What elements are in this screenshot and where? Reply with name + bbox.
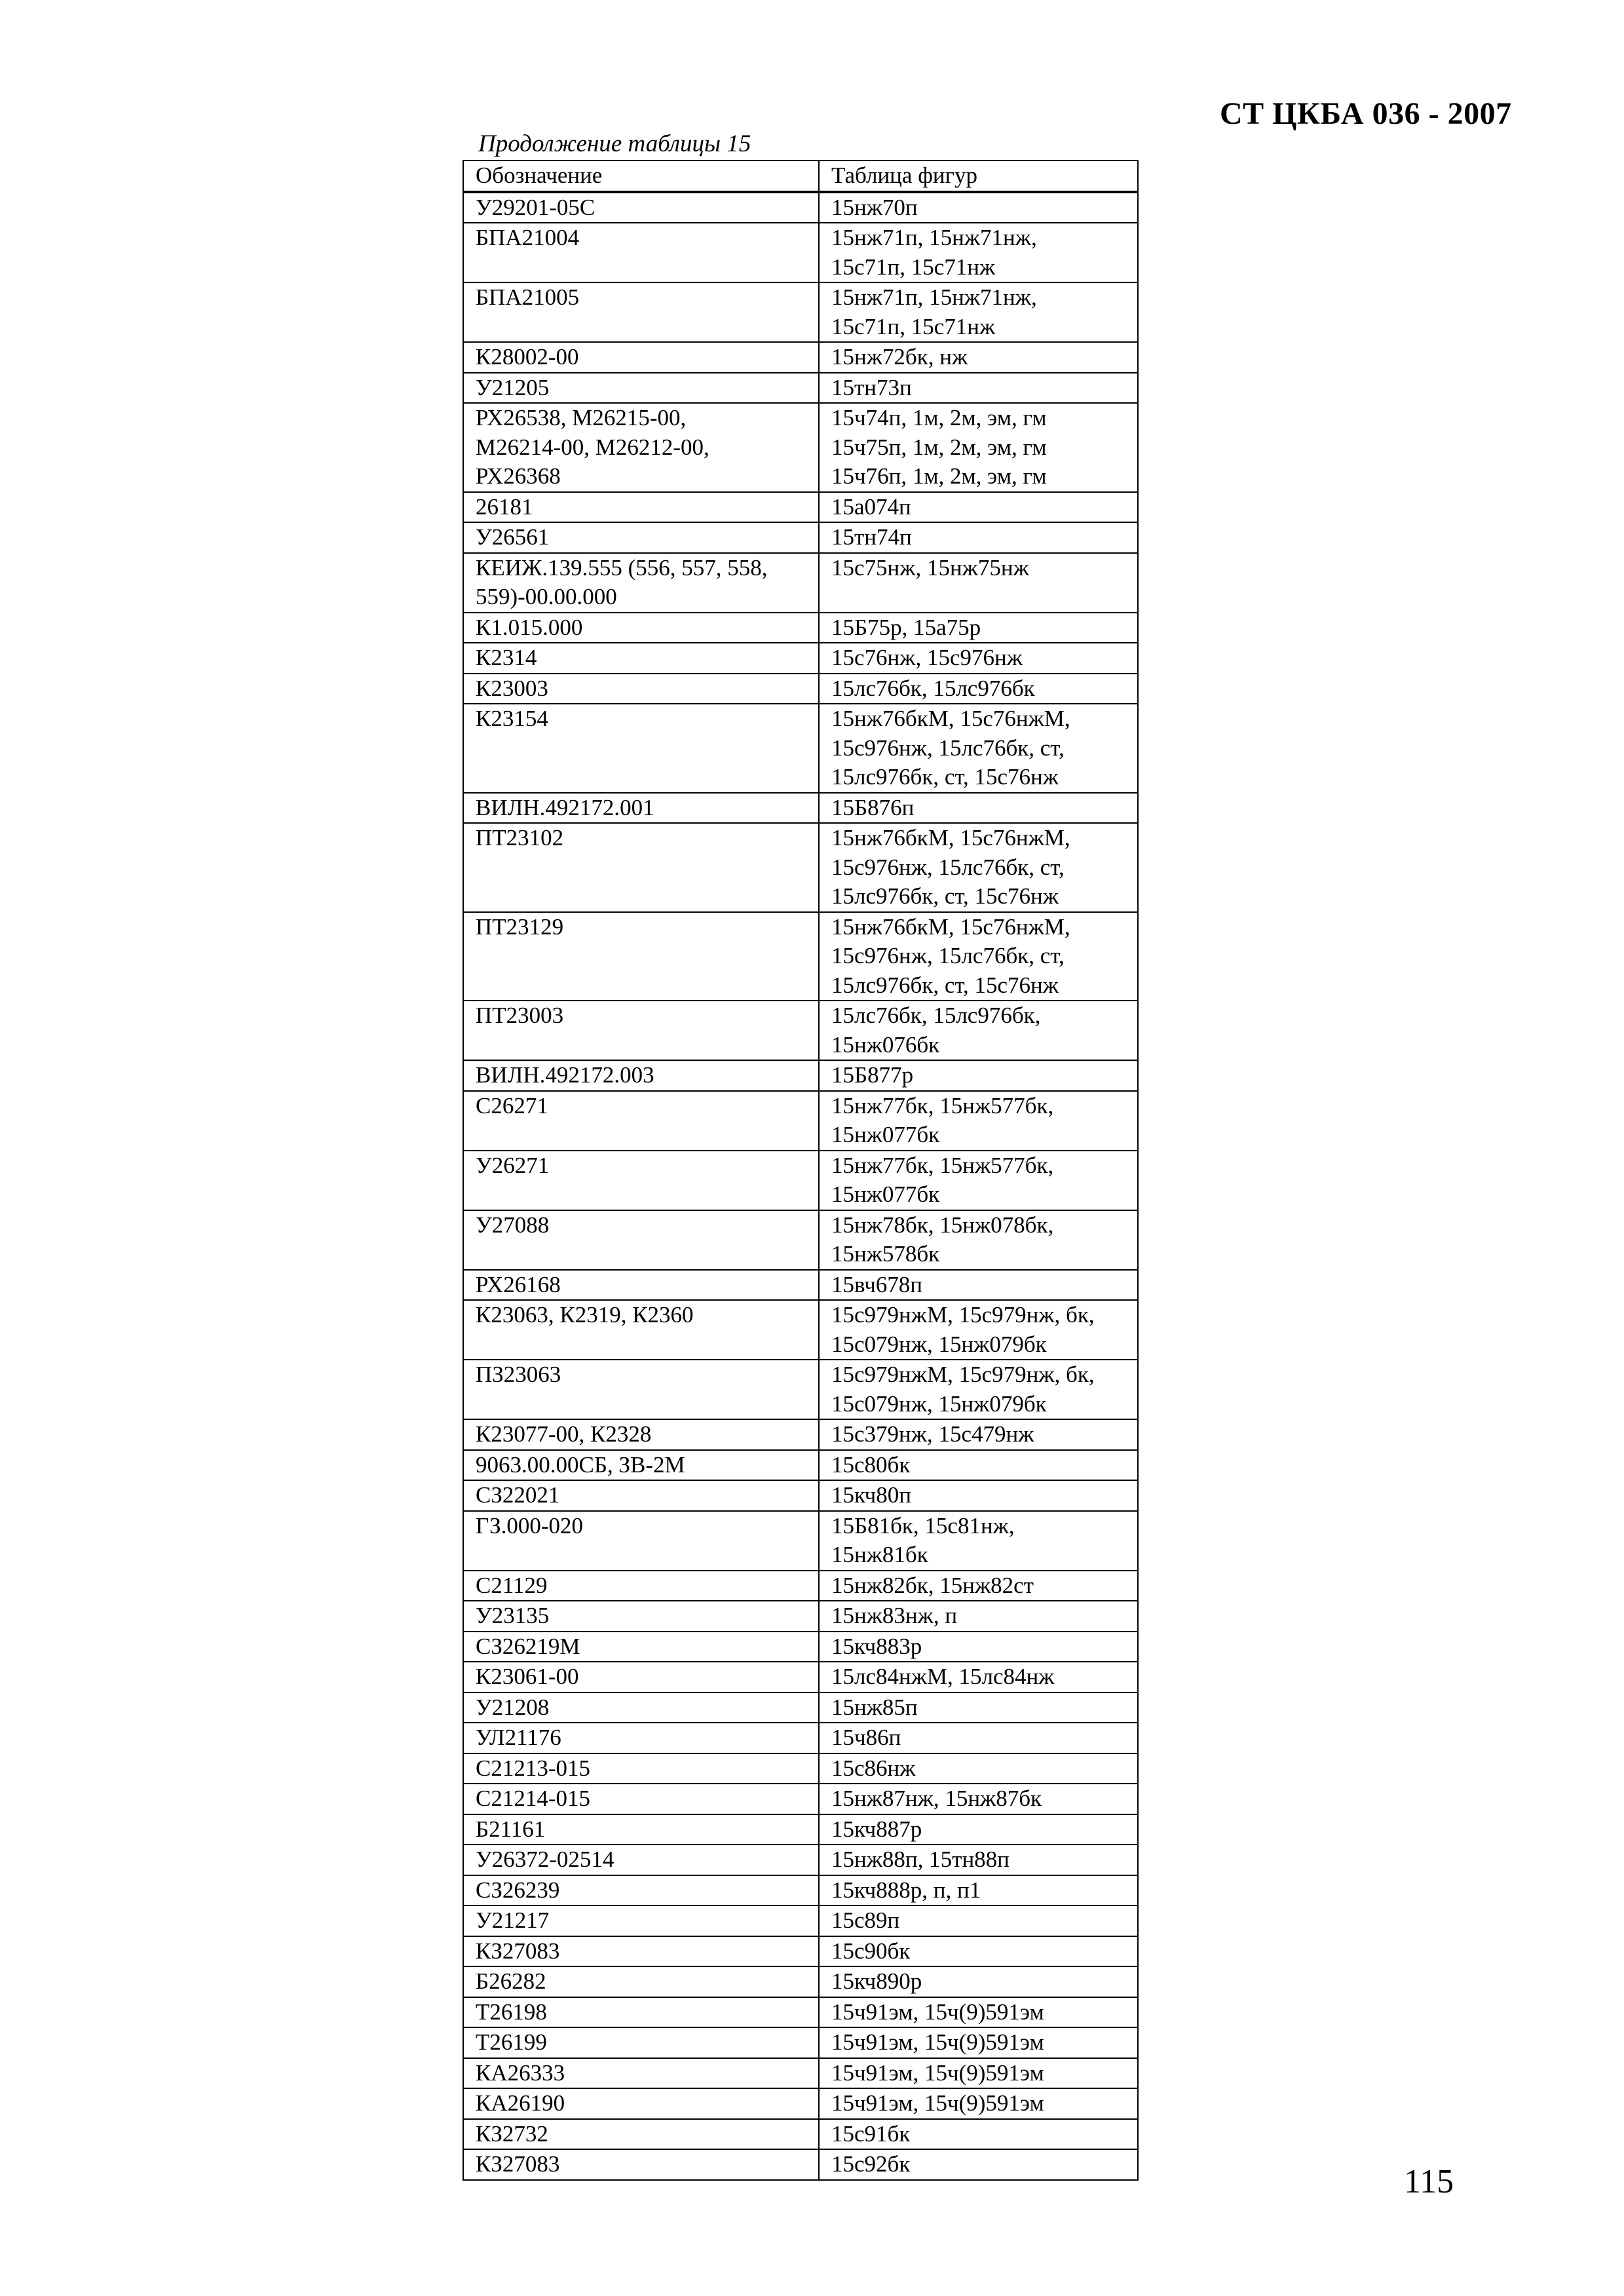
table-row [463, 403, 1138, 492]
figure-codes-text: 15нж83нж, п [831, 1603, 958, 1628]
designation-cell [463, 553, 819, 613]
table-row [463, 553, 1138, 613]
figure-table-cell [819, 2149, 1138, 2180]
figure-table-cell [819, 2088, 1138, 2119]
table-row [463, 1966, 1138, 1997]
table-row [463, 1210, 1138, 1270]
table-row [463, 1450, 1138, 1481]
designation-cell [463, 1480, 819, 1511]
figure-table-cell [819, 342, 1138, 373]
table-row [463, 1151, 1138, 1210]
figure-codes-text: 15кч887р [831, 1816, 922, 1842]
designation-cell [463, 1210, 819, 1270]
designation-text: У23135 [476, 1603, 550, 1628]
designation-cell [463, 1360, 819, 1419]
designation-cell [463, 223, 819, 282]
designation-cell [463, 674, 819, 704]
figure-table-cell [819, 1723, 1138, 1753]
designation-cell [463, 342, 819, 373]
designation-cell [463, 704, 819, 793]
figure-codes-text: 15нж76бкМ, 15с76нжМ, 15с976нж, 15лс76бк, ст, 15лс976бк, ст, 15с76нж [831, 913, 1070, 998]
table-row [463, 1270, 1138, 1301]
designation-text: ПЗ23063 [476, 1362, 561, 1387]
figure-codes-text: 15с90бк [831, 1938, 911, 1964]
table-body [463, 192, 1138, 2180]
figure-codes-text: 15Б75р, 15а75р [831, 614, 981, 640]
figure-codes-text: 15ч91эм, 15ч(9)591эм [831, 2029, 1044, 2055]
table-row [463, 1060, 1138, 1091]
table-row [463, 1419, 1138, 1450]
figure-table-cell [819, 1753, 1138, 1784]
figure-codes-text: 15нж76бкМ, 15с76нжМ, 15с976нж, 15лс76бк, ст, 15лс976бк, ст, 15с76нж [831, 706, 1070, 790]
table-row [463, 1300, 1138, 1360]
figure-table-cell [819, 1693, 1138, 1723]
designation-cell [463, 1997, 819, 2028]
figure-codes-text: 15ч86п [831, 1725, 901, 1750]
table-row [463, 1814, 1138, 1845]
designation-text: ПТ23129 [476, 913, 564, 940]
designation-text: Т26198 [476, 1999, 547, 2025]
designation-text: Б26282 [476, 1968, 546, 1994]
figure-table-cell [819, 704, 1138, 793]
designation-text: К28002-00 [476, 344, 579, 370]
table-row [463, 1875, 1138, 1906]
figure-table-cell [819, 1601, 1138, 1632]
designation-text: СЗ26239 [476, 1877, 560, 1903]
designation-text: К1.015.000 [476, 614, 583, 640]
designation-cell [463, 1905, 819, 1936]
designation-cell [463, 1001, 819, 1060]
designation-cell [463, 1875, 819, 1906]
figure-codes-text: 15с76нж, 15с976нж [831, 645, 1023, 670]
table-row [463, 1632, 1138, 1662]
figure-codes-text: 15нж78бк, 15нж078бк, 15нж578бк [831, 1212, 1054, 1267]
figure-codes-text: 15нж77бк, 15нж577бк, 15нж077бк [831, 1092, 1054, 1147]
figure-codes-text: 15а074п [831, 493, 911, 520]
figure-table-cell [819, 793, 1138, 824]
designation-text: С26271 [476, 1092, 548, 1119]
figure-table-cell [819, 1511, 1138, 1571]
table-row [463, 2088, 1138, 2119]
table-row [463, 823, 1138, 912]
document-code: СТ ЦКБА 036 - 2007 [1220, 96, 1512, 131]
figure-codes-text: 15нж71п, 15нж71нж, 15с71п, 15с71нж [831, 284, 1037, 339]
figure-table-cell [819, 2058, 1138, 2089]
figure-codes-text: 15кч890р [831, 1968, 922, 1994]
table-row [463, 674, 1138, 704]
designation-cell [463, 1450, 819, 1481]
page-number: 115 [1404, 2163, 1454, 2200]
figure-table-cell [819, 1450, 1138, 1481]
figure-table-cell [819, 403, 1138, 492]
designation-text: ВИЛН.492172.001 [476, 794, 654, 820]
designation-text: К2314 [476, 645, 537, 670]
designation-cell [463, 1753, 819, 1784]
table-row [463, 912, 1138, 1001]
figure-codes-text: 15лс76бк, 15лс976бк [831, 675, 1035, 701]
table-row [463, 1360, 1138, 1419]
designation-text: К23003 [476, 675, 548, 701]
figure-table-cell [819, 1814, 1138, 1845]
figure-codes-text: 15нж88п, 15тн88п [831, 1846, 1010, 1872]
figure-table-cell [819, 1300, 1138, 1360]
designation-cell [463, 1662, 819, 1693]
designation-text: КЕИЖ.139.555 (556, 557, 558, 559)-00.00.000 [476, 554, 768, 609]
designation-cell [463, 1632, 819, 1662]
designation-cell [463, 1845, 819, 1875]
designation-text: КА26190 [476, 2090, 565, 2116]
figure-table-cell [819, 1270, 1138, 1301]
designation-cell [463, 1419, 819, 1450]
table-row [463, 1936, 1138, 1967]
figure-table-cell [819, 192, 1138, 223]
designation-cell [463, 1511, 819, 1571]
figure-table-cell [819, 553, 1138, 613]
figure-codes-text: 15с91бк [831, 2120, 911, 2147]
table-row [463, 1511, 1138, 1571]
table-row [463, 1693, 1138, 1723]
figure-table-cell [819, 912, 1138, 1001]
figures-table [463, 160, 1139, 2181]
table-row [463, 1753, 1138, 1784]
designation-cell [463, 1966, 819, 1997]
designation-text: К23154 [476, 706, 548, 731]
designation-cell [463, 1300, 819, 1360]
designation-text: У29201-05С [476, 194, 595, 220]
table-row [463, 1601, 1138, 1632]
designation-text: БПА21005 [476, 284, 580, 310]
designation-cell [463, 613, 819, 643]
table-row [463, 223, 1138, 282]
figure-codes-text: 15с86нж [831, 1755, 916, 1781]
designation-text: СЗ26219М [476, 1633, 580, 1659]
designation-text: К23077-00, К2328 [476, 1421, 652, 1447]
figure-table-cell [819, 1360, 1138, 1419]
figure-codes-text: 15Б876п [831, 794, 915, 820]
designation-text: СЗ22021 [476, 1482, 560, 1508]
designation-text: Б21161 [476, 1816, 546, 1842]
figure-table-cell [819, 1662, 1138, 1693]
designation-cell [463, 1091, 819, 1151]
designation-text: У21205 [476, 374, 550, 400]
designation-cell [463, 1784, 819, 1814]
figure-table-cell [819, 643, 1138, 674]
table-row [463, 1571, 1138, 1601]
designation-cell [463, 1270, 819, 1301]
table-row [463, 1091, 1138, 1151]
designation-cell [463, 1814, 819, 1845]
figure-codes-text: 15нж82бк, 15нж82ст [831, 1572, 1034, 1598]
figure-codes-text: 15ч91эм, 15ч(9)591эм [831, 2059, 1044, 2086]
figure-codes-text: 15с89п [831, 1907, 900, 1933]
figure-table-cell [819, 1905, 1138, 1936]
designation-text: БПА21004 [476, 225, 580, 250]
designation-text: Т26199 [476, 2029, 547, 2055]
designation-text: КЗ27083 [476, 1938, 560, 1964]
designation-cell [463, 2119, 819, 2150]
designation-cell [463, 1571, 819, 1601]
designation-cell [463, 192, 819, 223]
designation-text: У21217 [476, 1907, 550, 1933]
table-row [463, 793, 1138, 824]
designation-cell [463, 373, 819, 404]
figure-table-cell [819, 2027, 1138, 2058]
figure-codes-text: 15лс76бк, 15лс976бк, 15нж076бк [831, 1003, 1041, 1058]
figure-table-cell [819, 373, 1138, 404]
designation-cell [463, 1723, 819, 1753]
table-row [463, 1845, 1138, 1875]
table-row [463, 1001, 1138, 1060]
designation-cell [463, 492, 819, 523]
designation-text: К23061-00 [476, 1664, 579, 1689]
figure-codes-text: 15тн74п [831, 524, 912, 550]
designation-text: ПТ23003 [476, 1003, 564, 1028]
designation-text: У21208 [476, 1694, 550, 1720]
figure-table-cell [819, 1060, 1138, 1091]
figure-table-cell [819, 1845, 1138, 1875]
figure-codes-text: 15нж76бкМ, 15с76нжМ, 15с976нж, 15лс76бк, ст, 15лс976бк, ст, 15с76нж [831, 825, 1070, 909]
designation-cell [463, 1693, 819, 1723]
figure-codes-text: 15нж70п [831, 194, 918, 220]
figure-codes-text: 15ч91эм, 15ч(9)591эм [831, 2090, 1044, 2116]
figure-codes-text: 15ч91эм, 15ч(9)591эм [831, 1999, 1044, 2025]
table-row [463, 492, 1138, 523]
designation-cell [463, 823, 819, 912]
figure-codes-text: 15Б877р [831, 1062, 914, 1088]
figure-table-cell [819, 1632, 1138, 1662]
figure-table-cell [819, 1151, 1138, 1210]
figure-codes-text: 15ч74п, 1м, 2м, эм, гм 15ч75п, 1м, 2м, эм, гм 15ч76п, 1м, 2м, эм, гм [831, 405, 1047, 489]
figure-codes-text: 15Б81бк, 15с81нж, 15нж81бк [831, 1512, 1015, 1567]
figure-table-cell [819, 1966, 1138, 1997]
table-row [463, 1997, 1138, 2028]
designation-cell [463, 2088, 819, 2119]
figure-codes-text: 15с379нж, 15с479нж [831, 1421, 1034, 1447]
column-header-figure-table: Таблица фигур [819, 161, 1138, 192]
designation-text: У26372-02514 [476, 1846, 614, 1872]
figure-table-cell [819, 522, 1138, 553]
designation-text: КЗ27083 [476, 2151, 560, 2177]
table-row [463, 1662, 1138, 1693]
designation-text: У27088 [476, 1212, 550, 1238]
table-header-row [463, 161, 1138, 192]
figure-codes-text: 15с979нжМ, 15с979нж, бк, 15с079нж, 15нж079бк [831, 1302, 1095, 1357]
table-row [463, 522, 1138, 553]
designation-text: 9063.00.00СБ, ЗВ-2М [476, 1451, 685, 1478]
table-row [463, 704, 1138, 793]
designation-cell [463, 2058, 819, 2089]
figure-codes-text: 15с92бк [831, 2151, 911, 2177]
designation-text: КЗ2732 [476, 2120, 548, 2147]
designation-text: С21214-015 [476, 1786, 590, 1811]
table-row [463, 643, 1138, 674]
designation-text: ВИЛН.492172.003 [476, 1062, 654, 1088]
figure-table-cell [819, 282, 1138, 342]
figure-codes-text: 15лс84нжМ, 15лс84нж [831, 1664, 1055, 1689]
designation-text: РХ26168 [476, 1271, 561, 1297]
designation-text: У26271 [476, 1152, 550, 1178]
table-row [463, 2119, 1138, 2150]
designation-cell [463, 403, 819, 492]
designation-cell [463, 912, 819, 1001]
designation-cell [463, 522, 819, 553]
designation-text: К23063, К2319, К2360 [476, 1302, 694, 1328]
table-caption: Продолжение таблицы 15 [478, 130, 751, 157]
designation-text: РХ26538, М26215-00, М26214-00, М26212-00, РХ26368 [476, 405, 709, 489]
designation-cell [463, 1601, 819, 1632]
designation-text: КА26333 [476, 2059, 565, 2086]
figure-codes-text: 15вч678п [831, 1271, 923, 1297]
designation-cell [463, 282, 819, 342]
figure-codes-text: 15нж85п [831, 1694, 918, 1720]
designation-cell [463, 1936, 819, 1967]
figure-codes-text: 15нж77бк, 15нж577бк, 15нж077бк [831, 1152, 1054, 1207]
designation-cell [463, 1060, 819, 1091]
figure-codes-text: 15с979нжМ, 15с979нж, бк, 15с079нж, 15нж079бк [831, 1362, 1095, 1417]
table-row [463, 1480, 1138, 1511]
table-row [463, 1723, 1138, 1753]
designation-cell [463, 793, 819, 824]
figure-table-cell [819, 1875, 1138, 1906]
figure-table-cell [819, 1419, 1138, 1450]
column-header-designation: Обозначение [463, 161, 819, 192]
figure-codes-text: 15кч80п [831, 1482, 911, 1508]
table-row [463, 1784, 1138, 1814]
figure-table-cell [819, 823, 1138, 912]
table-row [463, 192, 1138, 223]
figure-table-cell [819, 1210, 1138, 1270]
designation-text: С21129 [476, 1572, 548, 1598]
figure-codes-text: 15кч883р [831, 1633, 922, 1659]
figure-codes-text: 15с75нж, 15нж75нж [831, 554, 1029, 581]
figure-codes-text: 15кч888р, п, п1 [831, 1877, 981, 1903]
figure-table-cell [819, 1091, 1138, 1151]
figure-table-cell [819, 2119, 1138, 2150]
designation-text: У26561 [476, 524, 550, 550]
table-row [463, 2027, 1138, 2058]
designation-text: УЛ21176 [476, 1725, 561, 1750]
designation-text: ПТ23102 [476, 825, 564, 851]
designation-cell [463, 643, 819, 674]
figure-table-cell [819, 1784, 1138, 1814]
table-row [463, 2058, 1138, 2089]
figure-table-cell [819, 613, 1138, 643]
figure-table-cell [819, 1997, 1138, 2028]
figure-table-cell [819, 223, 1138, 282]
table-row [463, 2149, 1138, 2180]
designation-text: 26181 [476, 493, 533, 520]
figure-codes-text: 15нж72бк, нж [831, 344, 968, 370]
designation-cell [463, 1151, 819, 1210]
table-row [463, 373, 1138, 404]
figure-table-cell [819, 1480, 1138, 1511]
designation-text: ГЗ.000-020 [476, 1512, 584, 1539]
figure-table-cell [819, 492, 1138, 523]
designation-cell [463, 2149, 819, 2180]
figure-table-cell [819, 1936, 1138, 1967]
designation-text: С21213-015 [476, 1755, 590, 1781]
figure-table-cell [819, 674, 1138, 704]
table-row [463, 613, 1138, 643]
figure-codes-text: 15нж71п, 15нж71нж, 15с71п, 15с71нж [831, 225, 1037, 280]
figure-codes-text: 15нж87нж, 15нж87бк [831, 1786, 1042, 1811]
designation-cell [463, 2027, 819, 2058]
table-row [463, 1905, 1138, 1936]
figure-table-cell [819, 1001, 1138, 1060]
table-row [463, 282, 1138, 342]
figure-codes-text: 15тн73п [831, 374, 912, 400]
figure-table-cell [819, 1571, 1138, 1601]
table-row [463, 342, 1138, 373]
figure-codes-text: 15с80бк [831, 1451, 911, 1478]
